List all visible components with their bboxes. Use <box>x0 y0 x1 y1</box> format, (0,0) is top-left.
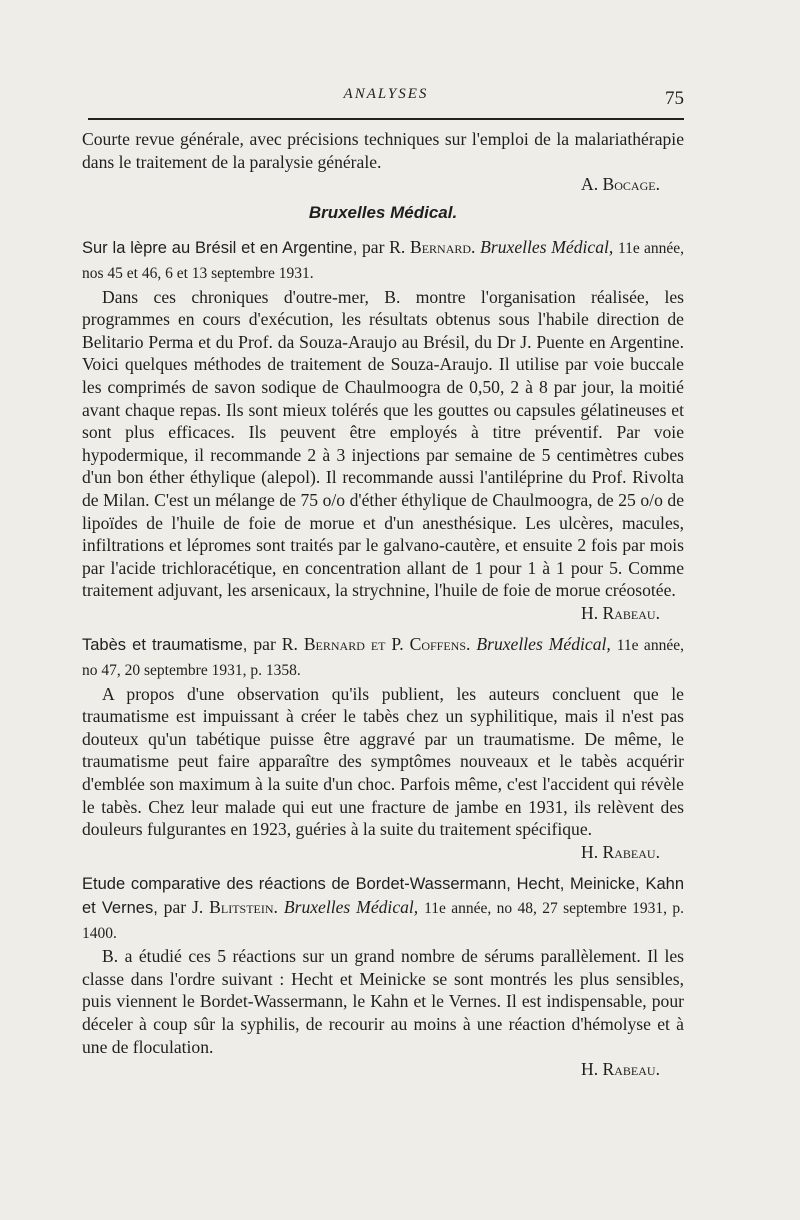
running-title: ANALYSES <box>343 86 429 102</box>
header-rule <box>88 118 684 120</box>
article-header <box>82 872 684 945</box>
article-signature <box>82 602 684 625</box>
page-number: 75 <box>665 88 684 109</box>
article-by: par <box>163 897 187 917</box>
article-by: par <box>253 634 276 655</box>
signature-name: Bocage. <box>602 174 660 195</box>
article-authors: R. Bernard. <box>389 237 476 258</box>
intro-paragraph: Courte revue générale, avec précisions techniques sur l'emploi de la malariathérapie dans le traitement de la paralysie générale. <box>82 129 684 172</box>
article-header <box>82 236 684 285</box>
article-by: par <box>362 237 385 258</box>
article-signature <box>82 1058 684 1081</box>
article-journal: Bruxelles Médical, <box>283 897 419 917</box>
article-journal: Bruxelles Médical, <box>480 237 614 258</box>
journal-section-heading: Bruxelles Médical. <box>308 202 458 222</box>
signature-name: Rabeau. <box>602 1059 660 1080</box>
article-body: B. a étudié ces 5 réactions sur un grand nombre de sérums parallèlement. Il les classe dans l'ordre suivant : Hecht et Meinicke se sont montrés les plus sensibles, puis viennent le Bordet-Wassermann, le Kahn et le Vernes. Il est indispensable, pour déceler à coup sûr la syphilis, de recourir au moins à une réaction d'hémolyse et à une de floculation. <box>82 946 684 1057</box>
article-signature <box>82 841 684 864</box>
article-details: 11e année, no 47, 20 septembre 1931, p. 1358. <box>82 637 684 680</box>
page-body <box>82 128 684 1081</box>
page-header <box>88 86 684 110</box>
signature-name: Rabeau. <box>602 602 660 623</box>
article-journal: Bruxelles Médical, <box>476 634 611 655</box>
article-body: A propos d'une observation qu'ils publient, les auteurs concluent que le traumatisme est impuissant à créer le tabès chez un syphilitique, mais il n'est pas douteux qu'un tabétique puisse être aggravé par un traumatisme. De même, le traumatisme peut faire apparaître des symptômes nouveaux et le tabès acquérir d'emblée son maximum à la suite d'un choc. Parfois même, c'est l'accident qui révèle le tabès. Chez leur malade qui eut une fracture de jambe en 1931, ils relèvent des douleurs fulgurantes en 1923, guéries à la suite du traitement spécifique. <box>82 683 684 840</box>
intro-signature <box>82 173 684 196</box>
signature-initial: H. <box>581 1059 599 1080</box>
article-header <box>82 633 684 682</box>
signature-name: Rabeau. <box>602 841 660 862</box>
article-authors: J. Blitstein. <box>192 897 278 917</box>
article-title: Tabès et traumatisme, <box>82 636 248 655</box>
article-details: 11e année, nos 45 et 46, 6 et 13 septembre 1931. <box>82 240 684 282</box>
article-entry <box>82 236 684 624</box>
article-authors: R. Bernard et P. Coffens. <box>281 634 471 655</box>
signature-initial: H. <box>581 841 599 862</box>
article-title: Sur la lèpre au Brésil et en Argentine, <box>82 239 358 258</box>
article-entry <box>82 633 684 863</box>
signature-initial: H. <box>581 602 599 623</box>
article-title: Etude comparative des réactions de Bordet-Wassermann, Hecht, Meinicke, Kahn et Vernes, <box>82 875 684 917</box>
signature-initial: A. <box>581 174 599 195</box>
article-body: Dans ces chroniques d'outre-mer, B. montre l'organisation réalisée, les programmes en cours d'exécution, les résultats obtenus sous l'habile direction de Belitario Perma et du Prof. da Souza-Araujo au Brésil, du Dr J. Puente en Argentine. Voici quelques méthodes de traitement de Souza-Araujo. Il utilise par voie buccale les comprimés de savon sodique de Chaulmoogra de 0,50, 2 à 8 par jour, la moitié avant chaque repas. Ils sont mieux tolérés que les gouttes ou capsules gélatineuses et sont plus efficaces. Ils peuvent être employés à titre préventif. Par voie hypodermique, il recommande 2 à 3 injections par semaine de 5 centimètres cubes d'un bon éther éthylique (alepol). Il recommande aussi l'antiléprine du Prof. Rivolta de Milan. C'est un mélange de 75 o/o d'éther éthylique de Chaulmoogra, de 25 o/o de lipoïdes de l'huile de foie de morue et d'un anesthésique. Les ulcères, macules, infiltrations et lépromes sont traités par le galvano-cautère, et ensuite 2 fois par mois par l'acide trichloracétique, en concentration allant de 1 pour 1 à 1 pour 5. Comme traitement adjuvant, les arsenicaux, la strychnine, l'huile de foie de morue créosotée. <box>82 286 684 601</box>
article-details: 11e année, no 48, 27 septembre 1931, p. 1400. <box>82 900 684 942</box>
article-entry <box>82 872 684 1080</box>
